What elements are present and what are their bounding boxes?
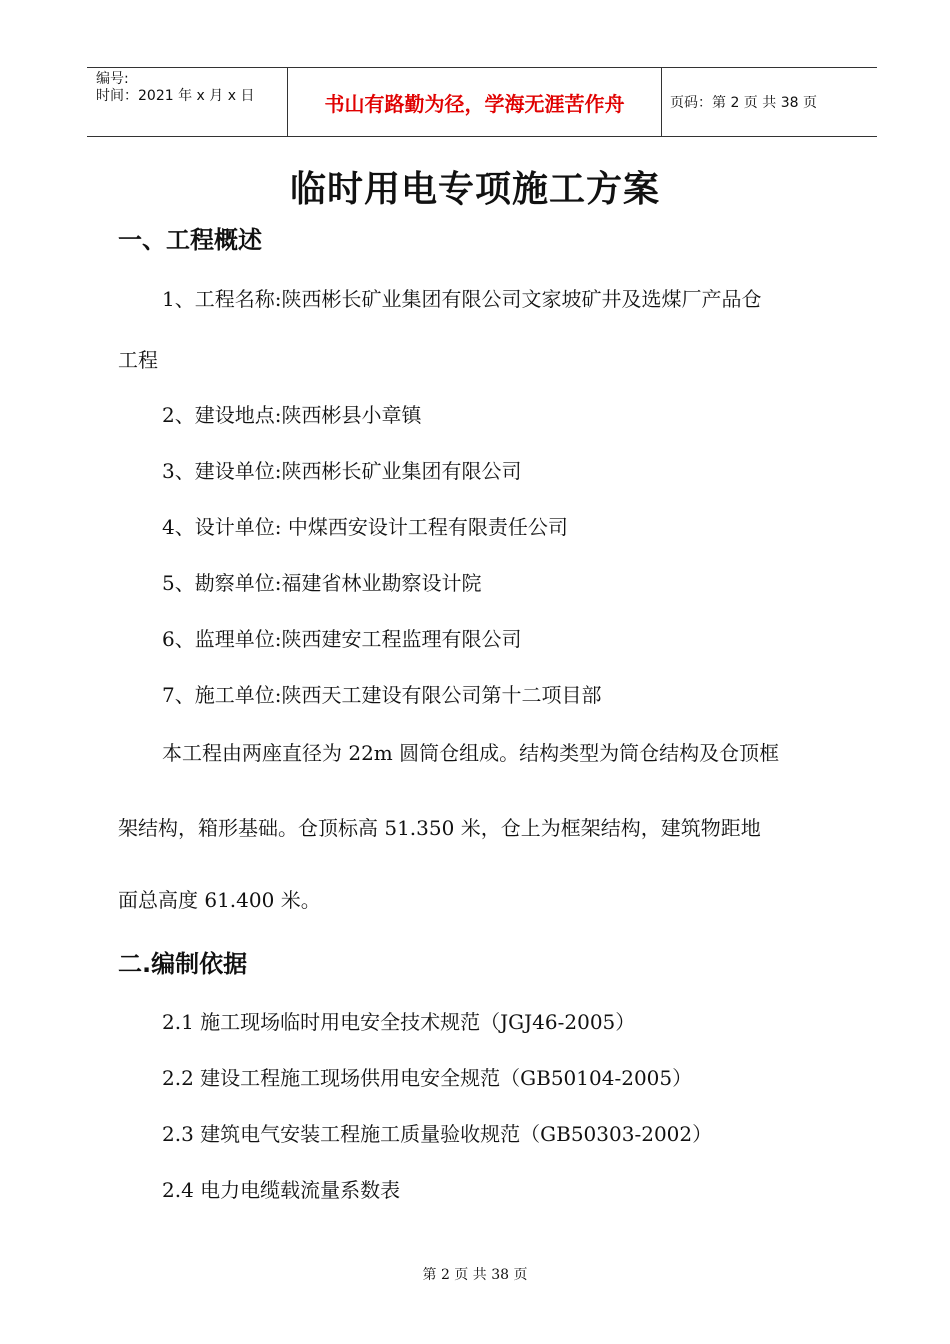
design-unit: 4、设计单位: 中煤西安设计工程有限责任公司 [162,515,568,539]
page-header-table [87,67,877,137]
basis-item-4: 2.4 电力电缆载流量系数表 [162,1178,401,1202]
section-heading-overview: 一、工程概述 [118,226,262,254]
page-footer: 第 2 页 共 38 页 [422,1267,528,1283]
project-name-line1: 1、工程名称:陕西彬长矿业集团有限公司文家坡矿井及选煤厂产品仓 [162,287,762,311]
header-page-cell [662,68,877,136]
project-name-line2: 工程 [118,348,158,372]
supervision-unit: 6、监理单位:陕西建安工程监理有限公司 [162,627,522,651]
header-page-info: 页码：第 2 页 共 38 页 [670,95,817,111]
project-description-line3: 面总高度 61.400 米。 [118,888,321,912]
basis-item-1: 2.1 施工现场临时用电安全技术规范（JGJ46-2005） [162,1010,636,1034]
document-title: 临时用电专项施工方案 [289,169,660,210]
document-time-label: 时间：2021 年 x 月 x 日 [96,88,255,104]
construction-owner: 3、建设单位:陕西彬长矿业集团有限公司 [162,459,522,483]
basis-item-3: 2.3 建筑电气安装工程施工质量验收规范（GB50303-2002） [162,1122,713,1146]
section-heading-basis: 二.编制依据 [118,950,248,978]
header-motto: 书山有路勤为径，学海无涯苦作舟 [324,91,625,116]
construction-site: 2、建设地点:陕西彬县小章镇 [162,403,422,427]
survey-unit: 5、勘察单位:福建省林业勘察设计院 [162,571,482,595]
project-description-line1: 本工程由两座直径为 22m 圆筒仓组成。结构类型为筒仓结构及仓顶框 [162,741,780,765]
basis-item-2: 2.2 建设工程施工现场供用电安全规范（GB50104-2005） [162,1066,693,1090]
project-description-line2: 架结构，箱形基础。仓顶标高 51.350 米，仓上为框架结构，建筑物距地 [118,816,761,840]
document-number-label: 编号: [96,71,129,87]
header-meta-cell [87,68,288,136]
construction-contractor: 7、施工单位:陕西天工建设有限公司第十二项目部 [162,683,602,707]
header-motto-cell [288,68,662,136]
